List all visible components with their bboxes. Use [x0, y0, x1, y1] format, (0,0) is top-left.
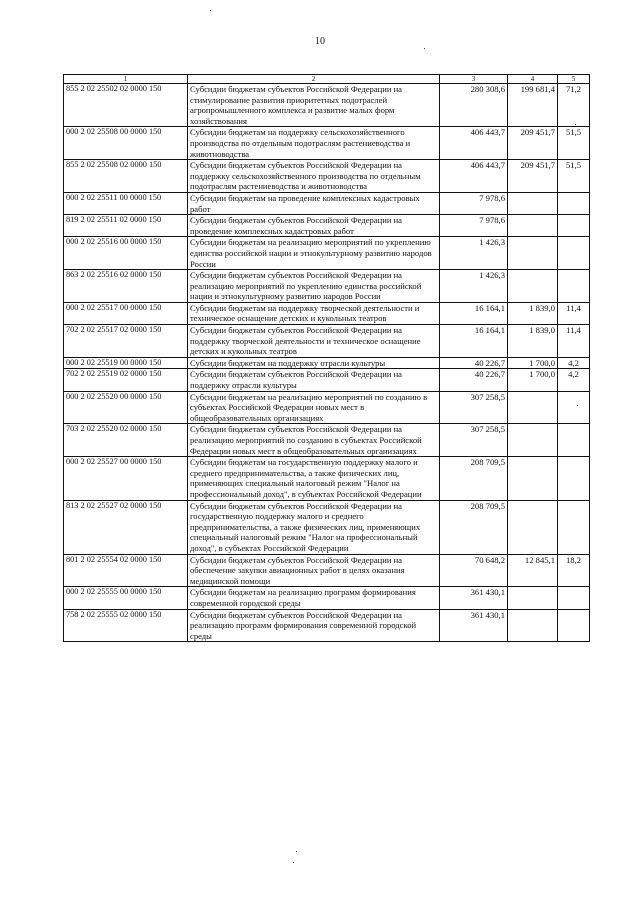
- planned-amount-cell: 208 709,5: [440, 500, 508, 554]
- execution-percent-cell: 11,4: [558, 325, 590, 358]
- table-row: [64, 369, 590, 391]
- executed-amount-cell: [508, 457, 558, 500]
- execution-percent-cell: [558, 587, 590, 609]
- execution-percent-cell: [558, 609, 590, 642]
- executed-amount-cell: [508, 237, 558, 270]
- description-cell: Субсидии бюджетам на реализацию мероприятий по укреплению единства российской нации и этнокультурному развитию народов России: [188, 237, 440, 270]
- budget-code-cell: 000 2 02 25511 00 0000 150: [64, 192, 188, 214]
- header-col-5: 5: [558, 75, 590, 84]
- planned-amount-cell: 406 443,7: [440, 127, 508, 160]
- execution-percent-cell: [558, 457, 590, 500]
- header-col-2: 2: [188, 75, 440, 84]
- description-cell: Субсидии бюджетам субъектов Российской Федерации на государственную поддержку малого и среднего предпринимательства, а также физических лиц, применяющих специальный налоговый режим "Налог на профессиональный доход", в субъектах Российской Федерации: [188, 500, 440, 554]
- table-row: [64, 237, 590, 270]
- header-col-3: 3: [440, 75, 508, 84]
- executed-amount-cell: [508, 500, 558, 554]
- execution-percent-cell: 51,5: [558, 127, 590, 160]
- header-col-4: 4: [508, 75, 558, 84]
- budget-code-cell: 758 2 02 25555 02 0000 150: [64, 609, 188, 642]
- table-row: [64, 554, 590, 587]
- planned-amount-cell: 7 978,6: [440, 192, 508, 214]
- planned-amount-cell: 406 443,7: [440, 160, 508, 193]
- table-row: [64, 391, 590, 424]
- budget-code-cell: 000 2 02 25527 00 0000 150: [64, 457, 188, 500]
- execution-percent-cell: 51,5: [558, 160, 590, 193]
- table-row: [64, 84, 590, 127]
- execution-percent-cell: 18,2: [558, 554, 590, 587]
- description-cell: Субсидии бюджетам субъектов Российской Федерации на обеспечение закупки авиационных работ в целях оказания медицинской помощи: [188, 554, 440, 587]
- execution-percent-cell: 71,2: [558, 84, 590, 127]
- description-cell: Субсидии бюджетам на поддержку творческой деятельности и техническое оснащение детских и кукольных театров: [188, 302, 440, 324]
- planned-amount-cell: 361 430,1: [440, 609, 508, 642]
- planned-amount-cell: 70 648,2: [440, 554, 508, 587]
- executed-amount-cell: [508, 391, 558, 424]
- budget-code-cell: 819 2 02 25511 02 0000 150: [64, 215, 188, 237]
- scan-speck: [575, 124, 576, 125]
- table-row: [64, 357, 590, 369]
- executed-amount-cell: 209 451,7: [508, 160, 558, 193]
- table-row: [64, 127, 590, 160]
- description-cell: Субсидии бюджетам субъектов Российской Федерации на реализацию программ формирования современной городской среды: [188, 609, 440, 642]
- planned-amount-cell: 7 978,6: [440, 215, 508, 237]
- planned-amount-cell: 40 226,7: [440, 357, 508, 369]
- executed-amount-cell: 199 681,4: [508, 84, 558, 127]
- planned-amount-cell: 307 258,5: [440, 424, 508, 457]
- page-number: 10: [315, 36, 325, 47]
- table-row: [64, 215, 590, 237]
- table-row: [64, 270, 590, 303]
- table-row: [64, 500, 590, 554]
- budget-code-cell: 702 2 02 25517 02 0000 150: [64, 325, 188, 358]
- budget-table: [63, 74, 590, 642]
- table-row: [64, 424, 590, 457]
- executed-amount-cell: [508, 270, 558, 303]
- budget-code-cell: 855 2 02 25508 02 0000 150: [64, 160, 188, 193]
- budget-code-cell: 702 2 02 25519 02 0000 150: [64, 369, 188, 391]
- budget-code-cell: 813 2 02 25527 02 0000 150: [64, 500, 188, 554]
- description-cell: Субсидии бюджетам на поддержку отрасли культуры: [188, 357, 440, 369]
- planned-amount-cell: 1 426,3: [440, 270, 508, 303]
- scan-speck: [296, 851, 297, 852]
- planned-amount-cell: 307 258,5: [440, 391, 508, 424]
- planned-amount-cell: 16 164,1: [440, 302, 508, 324]
- execution-percent-cell: [558, 192, 590, 214]
- description-cell: Субсидии бюджетам субъектов Российской Федерации на реализацию мероприятий по укреплению единства российской нации и этнокультурному развитию народов России: [188, 270, 440, 303]
- description-cell: Субсидии бюджетам субъектов Российской Федерации на поддержку сельскохозяйственного производства по отдельным подотраслям растениеводства и животноводства: [188, 160, 440, 193]
- execution-percent-cell: 4,2: [558, 369, 590, 391]
- executed-amount-cell: [508, 424, 558, 457]
- planned-amount-cell: 40 226,7: [440, 369, 508, 391]
- planned-amount-cell: 280 308,6: [440, 84, 508, 127]
- executed-amount-cell: 209 451,7: [508, 127, 558, 160]
- execution-percent-cell: 11,4: [558, 302, 590, 324]
- table-row: [64, 587, 590, 609]
- executed-amount-cell: 12 845,1: [508, 554, 558, 587]
- header-col-1: 1: [64, 75, 188, 84]
- execution-percent-cell: [558, 500, 590, 554]
- budget-code-cell: 703 2 02 25520 02 0000 150: [64, 424, 188, 457]
- executed-amount-cell: [508, 215, 558, 237]
- executed-amount-cell: 1 839,0: [508, 302, 558, 324]
- scan-speck: [424, 48, 425, 49]
- budget-code-cell: 855 2 02 25502 02 0000 150: [64, 84, 188, 127]
- scan-speck: [577, 405, 578, 406]
- description-cell: Субсидии бюджетам на реализацию программ формирования современной городской среды: [188, 587, 440, 609]
- description-cell: Субсидии бюджетам субъектов Российской Федерации на проведение комплексных кадастровых работ: [188, 215, 440, 237]
- budget-code-cell: 801 2 02 25554 02 0000 150: [64, 554, 188, 587]
- table-row: [64, 457, 590, 500]
- description-cell: Субсидии бюджетам на государственную поддержку малого и среднего предпринимательства, а также физических лиц, применяющих специальный налоговый режим "Налог на профессиональный доход", в субъектах Российской Федерации: [188, 457, 440, 500]
- budget-code-cell: 000 2 02 25516 00 0000 150: [64, 237, 188, 270]
- description-cell: Субсидии бюджетам субъектов Российской Федерации на поддержку отрасли культуры: [188, 369, 440, 391]
- planned-amount-cell: 16 164,1: [440, 325, 508, 358]
- execution-percent-cell: [558, 391, 590, 424]
- table-row: [64, 609, 590, 642]
- table-row: [64, 302, 590, 324]
- budget-code-cell: 000 2 02 25508 00 0000 150: [64, 127, 188, 160]
- description-cell: Субсидии бюджетам на поддержку сельскохозяйственного производства по отдельным подотраслям растениеводства и животноводства: [188, 127, 440, 160]
- table-row: [64, 160, 590, 193]
- execution-percent-cell: [558, 215, 590, 237]
- description-cell: Субсидии бюджетам субъектов Российской Федерации на стимулирование развития приоритетных подотраслей агропромышленного комплекса и развитие малых форм хозяйствования: [188, 84, 440, 127]
- table-row: [64, 325, 590, 358]
- planned-amount-cell: 208 709,5: [440, 457, 508, 500]
- execution-percent-cell: [558, 237, 590, 270]
- execution-percent-cell: 4,2: [558, 357, 590, 369]
- execution-percent-cell: [558, 270, 590, 303]
- table-row: [64, 192, 590, 214]
- executed-amount-cell: [508, 587, 558, 609]
- planned-amount-cell: 1 426,3: [440, 237, 508, 270]
- budget-code-cell: 000 2 02 25555 00 0000 150: [64, 587, 188, 609]
- budget-code-cell: 000 2 02 25520 00 0000 150: [64, 391, 188, 424]
- executed-amount-cell: 1 700,0: [508, 357, 558, 369]
- budget-code-cell: 863 2 02 25516 02 0000 150: [64, 270, 188, 303]
- executed-amount-cell: [508, 609, 558, 642]
- table-header-row: [64, 75, 590, 84]
- executed-amount-cell: 1 839,0: [508, 325, 558, 358]
- description-cell: Субсидии бюджетам субъектов Российской Федерации на поддержку творческой деятельности и техническое оснащение детских и кукольных театров: [188, 325, 440, 358]
- scan-speck: [293, 862, 294, 863]
- budget-code-cell: 000 2 02 25517 00 0000 150: [64, 302, 188, 324]
- budget-code-cell: 000 2 02 25519 00 0000 150: [64, 357, 188, 369]
- execution-percent-cell: [558, 424, 590, 457]
- planned-amount-cell: 361 430,1: [440, 587, 508, 609]
- executed-amount-cell: 1 700,0: [508, 369, 558, 391]
- executed-amount-cell: [508, 192, 558, 214]
- description-cell: Субсидии бюджетам на проведение комплексных кадастровых работ: [188, 192, 440, 214]
- scan-speck: [210, 10, 211, 11]
- description-cell: Субсидии бюджетам субъектов Российской Федерации на реализацию мероприятий по созданию в субъектах Российской Федерации новых мест в общеобразовательных организациях: [188, 424, 440, 457]
- description-cell: Субсидии бюджетам на реализацию мероприятий по созданию в субъектах Российской Федерации новых мест в общеобразовательных организациях: [188, 391, 440, 424]
